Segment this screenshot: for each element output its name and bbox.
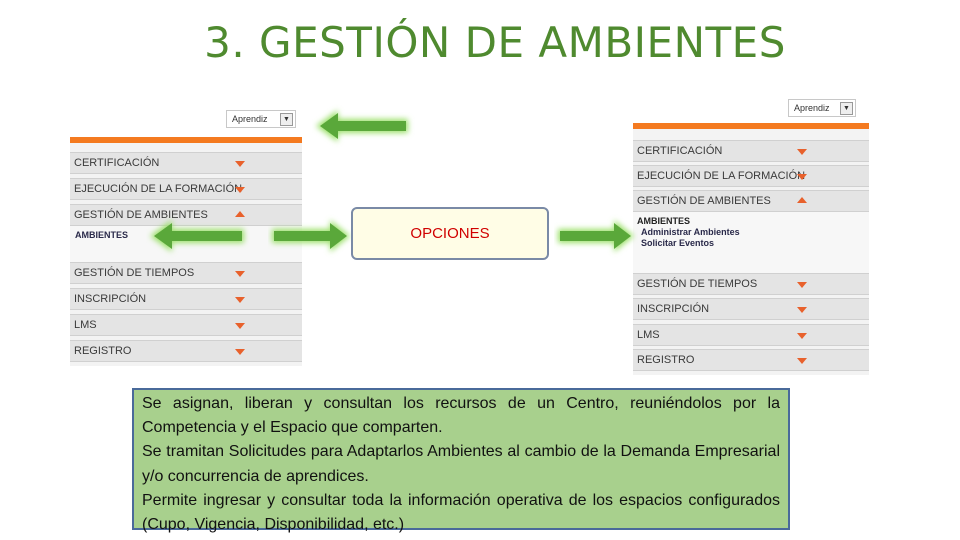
chevron-down-icon — [797, 149, 807, 155]
left-menu-gestion-tiempos[interactable] — [70, 262, 302, 284]
menu-label: GESTIÓN DE TIEMPOS — [74, 267, 195, 279]
left-orange-bar — [70, 137, 302, 143]
left-role-select[interactable] — [226, 110, 296, 128]
left-menu-registro[interactable] — [70, 340, 302, 362]
description-box — [132, 388, 790, 534]
arrow-left-icon — [146, 214, 250, 258]
description-line-3: Permite ingresar y consultar toda la información operativa de los espacios configurados (Cupo, Vigencia, Disponibilidad, etc.) — [142, 491, 780, 534]
menu-label: LMS — [637, 329, 660, 341]
right-menu-gestion-tiempos[interactable] — [633, 273, 869, 295]
left-menu-certificacion[interactable] — [70, 152, 302, 174]
submenu-item-ambientes[interactable]: AMBIENTES — [75, 230, 129, 240]
chevron-down-icon — [797, 333, 807, 339]
left-menu-ejecucion[interactable] — [70, 178, 302, 200]
description-line-2: Se tramitan Solicitudes para Adaptarlos Ambientes al cambio de la Demanda Empresarial y/o concurrencia de aprendices. — [142, 443, 780, 485]
right-menu-gestion-ambientes[interactable] — [633, 190, 869, 212]
right-role-select-value: Aprendiz — [794, 103, 830, 113]
opciones-callout: OPCIONES — [351, 207, 549, 260]
menu-label: CERTIFICACIÓN — [637, 145, 723, 157]
right-submenu — [633, 212, 869, 274]
chevron-down-icon: ▼ — [840, 102, 853, 115]
arrow-right-icon — [554, 214, 638, 258]
submenu-item-solicitar-eventos[interactable]: Solicitar Eventos — [641, 238, 715, 248]
right-menu-ejecucion[interactable] — [633, 165, 869, 187]
chevron-down-icon — [235, 187, 245, 193]
menu-label: REGISTRO — [74, 345, 132, 357]
right-role-select[interactable] — [788, 99, 856, 117]
menu-label: GESTIÓN DE AMBIENTES — [74, 209, 208, 221]
arrow-left-icon — [312, 104, 416, 148]
arrow-right-icon — [268, 214, 354, 258]
chevron-down-icon — [235, 161, 245, 167]
menu-label: REGISTRO — [637, 354, 695, 366]
chevron-down-icon — [797, 358, 807, 364]
page-title: 3. GESTIÓN DE AMBIENTES — [204, 18, 786, 67]
submenu-item-administrar-ambientes[interactable]: Administrar Ambientes — [641, 227, 740, 237]
menu-label: LMS — [74, 319, 97, 331]
chevron-down-icon — [797, 174, 807, 180]
menu-label: GESTIÓN DE TIEMPOS — [637, 278, 758, 290]
chevron-down-icon — [235, 323, 245, 329]
right-menu-registro[interactable] — [633, 349, 869, 371]
description-line-1: Se asignan, liberan y consultan los recursos de un Centro, reuniéndolos por la Competencia y el Espacio que comparten. — [142, 395, 780, 437]
right-menu-panel — [633, 93, 869, 375]
chevron-down-icon — [797, 282, 807, 288]
left-role-select-value: Aprendiz — [232, 114, 268, 124]
menu-label: GESTIÓN DE AMBIENTES — [637, 195, 771, 207]
chevron-down-icon — [235, 271, 245, 277]
menu-label: INSCRIPCIÓN — [74, 293, 147, 305]
left-menu-inscripcion[interactable] — [70, 288, 302, 310]
menu-label: CERTIFICACIÓN — [74, 157, 160, 169]
right-menu-lms[interactable] — [633, 324, 869, 346]
chevron-down-icon: ▼ — [280, 113, 293, 126]
left-menu-lms[interactable] — [70, 314, 302, 336]
submenu-item-ambientes[interactable]: AMBIENTES — [637, 216, 691, 226]
right-orange-bar — [633, 123, 869, 129]
menu-label: EJECUCIÓN DE LA FORMACIÓN — [637, 170, 806, 182]
right-menu-certificacion[interactable] — [633, 140, 869, 162]
chevron-down-icon — [235, 297, 245, 303]
chevron-down-icon — [235, 349, 245, 355]
menu-label: INSCRIPCIÓN — [637, 303, 710, 315]
chevron-down-icon — [797, 307, 807, 313]
chevron-up-icon — [797, 197, 807, 203]
right-menu-inscripcion[interactable] — [633, 298, 869, 320]
menu-label: EJECUCIÓN DE LA FORMACIÓN — [74, 183, 243, 195]
